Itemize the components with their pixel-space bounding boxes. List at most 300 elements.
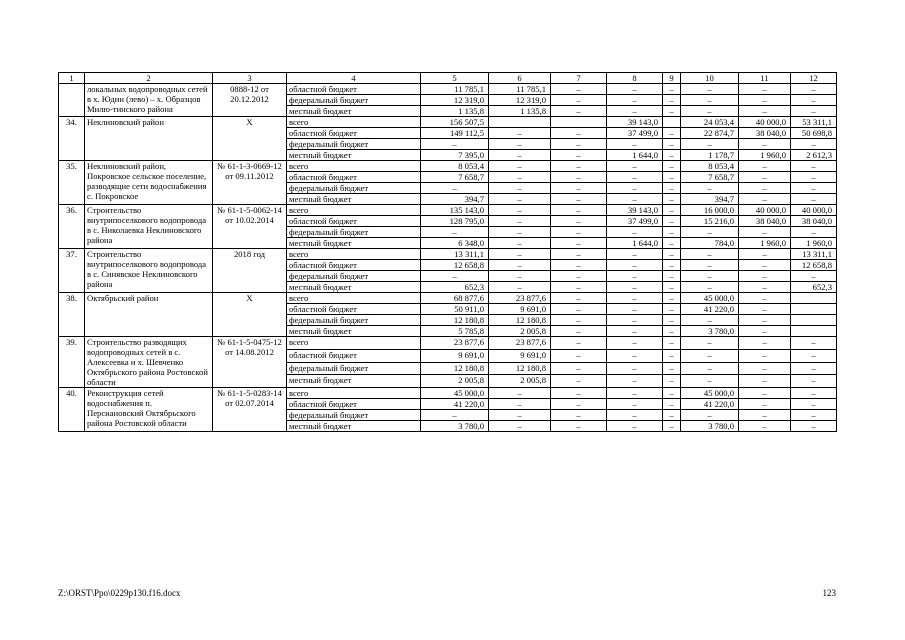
amount-cell: –	[663, 238, 681, 249]
amount-cell: 2 005,8	[489, 375, 551, 388]
amount-cell: –	[551, 84, 607, 95]
amount-cell: –	[739, 293, 791, 304]
amount-cell: –	[551, 95, 607, 106]
amount-cell: –	[739, 362, 791, 375]
amount-cell: 1 644,0	[607, 238, 663, 249]
amount-cell: –	[421, 271, 489, 282]
amount-cell: –	[739, 304, 791, 315]
amount-cell: 38 040,0	[791, 216, 837, 227]
header-cell: 7	[551, 73, 607, 84]
amount-cell: –	[739, 421, 791, 432]
amount-cell: –	[489, 249, 551, 260]
amount-cell: 1 178,7	[681, 150, 739, 161]
amount-cell: 40 000,0	[739, 117, 791, 128]
amount-cell: 9 691,0	[489, 349, 551, 362]
amount-cell: –	[421, 227, 489, 238]
amount-cell: –	[681, 410, 739, 421]
amount-cell: 53 311,1	[791, 117, 837, 128]
amount-cell: –	[663, 95, 681, 106]
amount-cell: 13 311,1	[791, 249, 837, 260]
amount-cell: –	[663, 205, 681, 216]
amount-cell: –	[663, 326, 681, 337]
amount-cell: –	[681, 260, 739, 271]
amount-cell: 45 000,0	[681, 293, 739, 304]
amount-cell: –	[739, 349, 791, 362]
amount-cell: –	[551, 238, 607, 249]
amount-cell: 37 499,0	[607, 128, 663, 139]
table-row	[59, 388, 837, 399]
amount-cell: 39 143,0	[607, 205, 663, 216]
amount-cell: –	[489, 194, 551, 205]
amount-cell: –	[791, 194, 837, 205]
header-cell: 10	[681, 73, 739, 84]
item-document: № 61-1-5-0475-12 от 14.08.2012	[213, 337, 287, 388]
amount-cell: –	[791, 421, 837, 432]
item-document: № 61-1-5-0283-14 от 02.07.2014	[213, 388, 287, 432]
amount-cell: 394,7	[681, 194, 739, 205]
amount-cell: 6 348,0	[421, 238, 489, 249]
amount-cell	[663, 117, 681, 128]
amount-cell: –	[551, 282, 607, 293]
amount-cell: –	[607, 410, 663, 421]
amount-cell: 23 877,6	[489, 337, 551, 350]
amount-cell: –	[551, 337, 607, 350]
budget-table	[58, 72, 837, 432]
item-name: Неклиновский район, Покровское сельское поселение, разводящие сети водоснабжения с. Покровское	[85, 161, 213, 205]
amount-cell: 41 220,0	[681, 399, 739, 410]
amount-cell	[791, 315, 837, 326]
amount-cell: –	[489, 205, 551, 216]
amount-cell: 652,3	[791, 282, 837, 293]
item-name: Строительство внутрипоселкового водопровода в с. Николаевка Неклиновского района	[85, 205, 213, 249]
header-cell: 1	[59, 73, 85, 84]
header-cell: 3	[213, 73, 287, 84]
amount-cell: –	[663, 304, 681, 315]
item-number: 37.	[59, 249, 85, 293]
amount-cell: –	[663, 349, 681, 362]
amount-cell: –	[551, 375, 607, 388]
funding-source: федеральный бюджет	[287, 139, 421, 150]
amount-cell: –	[739, 95, 791, 106]
funding-source: областной бюджет	[287, 84, 421, 95]
amount-cell: –	[663, 260, 681, 271]
amount-cell: –	[663, 227, 681, 238]
amount-cell: –	[489, 260, 551, 271]
amount-cell: –	[551, 271, 607, 282]
amount-cell: –	[489, 421, 551, 432]
amount-cell: –	[791, 349, 837, 362]
amount-cell: –	[489, 271, 551, 282]
amount-cell: –	[489, 227, 551, 238]
amount-cell: 7 658,7	[421, 172, 489, 183]
amount-cell: –	[739, 337, 791, 350]
amount-cell: –	[663, 249, 681, 260]
amount-cell: –	[681, 282, 739, 293]
amount-cell: –	[791, 183, 837, 194]
funding-source: всего	[287, 249, 421, 260]
amount-cell: –	[489, 128, 551, 139]
amount-cell: –	[551, 216, 607, 227]
item-number	[59, 84, 85, 117]
funding-source: областной бюджет	[287, 304, 421, 315]
table-row	[59, 293, 837, 304]
amount-cell: –	[791, 161, 837, 172]
amount-cell: –	[681, 249, 739, 260]
item-name: Строительство внутрипоселкового водопровода в с. Синявское Неклиновского района	[85, 249, 213, 293]
amount-cell: 39 143,0	[607, 117, 663, 128]
funding-source: федеральный бюджет	[287, 227, 421, 238]
amount-cell: 12 180,8	[421, 362, 489, 375]
amount-cell: 1 135,8	[421, 106, 489, 117]
amount-cell: 128 795,0	[421, 216, 489, 227]
amount-cell: –	[791, 271, 837, 282]
amount-cell: –	[739, 172, 791, 183]
funding-source: областной бюджет	[287, 399, 421, 410]
amount-cell: 12 319,0	[421, 95, 489, 106]
amount-cell: 45 000,0	[681, 388, 739, 399]
amount-cell: 3 780,0	[421, 421, 489, 432]
amount-cell: –	[551, 249, 607, 260]
amount-cell: 38 040,0	[739, 216, 791, 227]
amount-cell: 45 000,0	[421, 388, 489, 399]
amount-cell: 12 319,0	[489, 95, 551, 106]
amount-cell: 40 000,0	[791, 205, 837, 216]
amount-cell: –	[663, 139, 681, 150]
funding-source: всего	[287, 161, 421, 172]
amount-cell: 784,0	[681, 238, 739, 249]
amount-cell: –	[663, 421, 681, 432]
amount-cell: –	[551, 150, 607, 161]
amount-cell: –	[739, 260, 791, 271]
funding-source: федеральный бюджет	[287, 183, 421, 194]
amount-cell: –	[663, 282, 681, 293]
amount-cell: –	[489, 282, 551, 293]
amount-cell: –	[739, 249, 791, 260]
amount-cell: 7 658,7	[681, 172, 739, 183]
funding-source: областной бюджет	[287, 172, 421, 183]
item-name: Неклиновский район	[85, 117, 213, 161]
amount-cell: –	[607, 172, 663, 183]
amount-cell: –	[791, 95, 837, 106]
funding-source: местный бюджет	[287, 421, 421, 432]
amount-cell: –	[489, 139, 551, 150]
amount-cell: –	[489, 388, 551, 399]
funding-source: всего	[287, 205, 421, 216]
amount-cell	[791, 293, 837, 304]
item-number: 35.	[59, 161, 85, 205]
amount-cell: –	[607, 315, 663, 326]
amount-cell: –	[551, 388, 607, 399]
amount-cell: –	[663, 183, 681, 194]
amount-cell: –	[663, 410, 681, 421]
amount-cell: –	[681, 106, 739, 117]
amount-cell: –	[663, 172, 681, 183]
amount-cell: –	[663, 84, 681, 95]
item-number: 38.	[59, 293, 85, 337]
amount-cell: –	[607, 304, 663, 315]
amount-cell: –	[739, 399, 791, 410]
amount-cell: –	[489, 238, 551, 249]
amount-cell: 12 180,8	[421, 315, 489, 326]
header-cell: 2	[85, 73, 213, 84]
amount-cell: 2 612,3	[791, 150, 837, 161]
amount-cell: –	[663, 106, 681, 117]
amount-cell: –	[607, 282, 663, 293]
amount-cell: 12 180,8	[489, 315, 551, 326]
funding-source: федеральный бюджет	[287, 315, 421, 326]
amount-cell: –	[663, 362, 681, 375]
amount-cell: –	[607, 183, 663, 194]
amount-cell: –	[551, 399, 607, 410]
amount-cell: –	[551, 293, 607, 304]
amount-cell: –	[739, 271, 791, 282]
amount-cell: –	[739, 183, 791, 194]
funding-source: областной бюджет	[287, 128, 421, 139]
footer-file-path: Z:\ORST\Ppo\0229p130.f16.docx	[58, 588, 181, 598]
amount-cell: –	[663, 337, 681, 350]
amount-cell: 41 220,0	[681, 304, 739, 315]
amount-cell: –	[791, 388, 837, 399]
amount-cell: 7 395,0	[421, 150, 489, 161]
amount-cell: –	[739, 227, 791, 238]
amount-cell: 1 960,0	[739, 238, 791, 249]
amount-cell: 12 658,8	[791, 260, 837, 271]
item-number: 39.	[59, 337, 85, 388]
amount-cell: –	[551, 421, 607, 432]
amount-cell: 38 040,0	[739, 128, 791, 139]
amount-cell: –	[489, 216, 551, 227]
amount-cell: 11 785,1	[489, 84, 551, 95]
amount-cell: 8 053,4	[421, 161, 489, 172]
amount-cell: –	[791, 375, 837, 388]
amount-cell: 1 135,8	[489, 106, 551, 117]
funding-source: местный бюджет	[287, 375, 421, 388]
amount-cell: –	[551, 410, 607, 421]
amount-cell: –	[421, 139, 489, 150]
amount-cell: –	[551, 139, 607, 150]
amount-cell: 2 005,8	[489, 326, 551, 337]
item-document: Х	[213, 117, 287, 161]
amount-cell: –	[551, 315, 607, 326]
header-row	[59, 73, 837, 84]
amount-cell: –	[739, 84, 791, 95]
amount-cell: –	[681, 337, 739, 350]
amount-cell: –	[739, 161, 791, 172]
amount-cell: –	[791, 362, 837, 375]
amount-cell: –	[607, 326, 663, 337]
amount-cell: 40 000,0	[739, 205, 791, 216]
funding-source: всего	[287, 388, 421, 399]
amount-cell: –	[607, 388, 663, 399]
amount-cell: –	[489, 161, 551, 172]
amount-cell: –	[551, 106, 607, 117]
amount-cell: –	[663, 194, 681, 205]
funding-source: всего	[287, 117, 421, 128]
table-row	[59, 337, 837, 350]
amount-cell: 156 507,5	[421, 117, 489, 128]
table-row	[59, 84, 837, 95]
table-row	[59, 117, 837, 128]
amount-cell: –	[791, 410, 837, 421]
amount-cell: –	[607, 161, 663, 172]
amount-cell: –	[489, 150, 551, 161]
amount-cell: 13 311,1	[421, 249, 489, 260]
amount-cell: –	[791, 84, 837, 95]
header-cell: 5	[421, 73, 489, 84]
amount-cell: –	[421, 410, 489, 421]
funding-source: местный бюджет	[287, 282, 421, 293]
amount-cell: 3 780,0	[681, 421, 739, 432]
funding-source: местный бюджет	[287, 106, 421, 117]
item-document: 0888-12 от 20.12.2012	[213, 84, 287, 117]
amount-cell: –	[489, 410, 551, 421]
amount-cell: –	[681, 362, 739, 375]
amount-cell: –	[681, 375, 739, 388]
amount-cell: 1 960,0	[791, 238, 837, 249]
amount-cell: 41 220,0	[421, 399, 489, 410]
amount-cell: 16 000,0	[681, 205, 739, 216]
amount-cell: 50 911,0	[421, 304, 489, 315]
amount-cell: 23 877,6	[489, 293, 551, 304]
amount-cell: 135 143,0	[421, 205, 489, 216]
amount-cell: –	[607, 271, 663, 282]
amount-cell: –	[663, 216, 681, 227]
amount-cell: 9 691,0	[489, 304, 551, 315]
item-number: 36.	[59, 205, 85, 249]
funding-source: областной бюджет	[287, 260, 421, 271]
amount-cell: –	[739, 282, 791, 293]
amount-cell: –	[607, 139, 663, 150]
item-document: 2018 год	[213, 249, 287, 293]
amount-cell: –	[551, 183, 607, 194]
amount-cell: 24 053,4	[681, 117, 739, 128]
amount-cell: 12 658,8	[421, 260, 489, 271]
funding-source: местный бюджет	[287, 326, 421, 337]
item-name: Октябрьский район	[85, 293, 213, 337]
amount-cell: –	[681, 95, 739, 106]
item-document: № 61-1-5-0062-14 от 10.02.2014	[213, 205, 287, 249]
amount-cell: –	[739, 388, 791, 399]
funding-source: всего	[287, 337, 421, 350]
amount-cell: –	[791, 139, 837, 150]
amount-cell: –	[607, 421, 663, 432]
amount-cell: –	[551, 205, 607, 216]
header-cell: 12	[791, 73, 837, 84]
funding-source: федеральный бюджет	[287, 95, 421, 106]
item-name: Строительство разводящих водопроводных сетей в с. Алексеевка и х. Шевченко Октябрьского района Ростовской области	[85, 337, 213, 388]
amount-cell: –	[663, 388, 681, 399]
amount-cell: –	[681, 227, 739, 238]
amount-cell: –	[607, 106, 663, 117]
funding-source: местный бюджет	[287, 150, 421, 161]
amount-cell: 50 698,8	[791, 128, 837, 139]
amount-cell: –	[607, 349, 663, 362]
amount-cell: –	[607, 84, 663, 95]
amount-cell: –	[551, 227, 607, 238]
item-document: № 61-1-3-0669-12 от 09.11.2012	[213, 161, 287, 205]
amount-cell: –	[791, 106, 837, 117]
amount-cell: –	[607, 227, 663, 238]
amount-cell: –	[739, 410, 791, 421]
amount-cell: –	[607, 194, 663, 205]
amount-cell: –	[551, 362, 607, 375]
amount-cell: –	[739, 194, 791, 205]
footer-page-number: 123	[822, 588, 836, 598]
amount-cell	[551, 117, 607, 128]
amount-cell: –	[551, 326, 607, 337]
amount-cell: –	[681, 183, 739, 194]
amount-cell: –	[607, 362, 663, 375]
amount-cell: –	[739, 326, 791, 337]
item-name: Реконструкция сетей водоснабжения п. Персиановский Октябрьского района Ростовской области	[85, 388, 213, 432]
amount-cell: –	[791, 227, 837, 238]
amount-cell: –	[551, 194, 607, 205]
amount-cell: –	[663, 161, 681, 172]
table-row	[59, 205, 837, 216]
amount-cell: 9 691,0	[421, 349, 489, 362]
amount-cell	[791, 304, 837, 315]
amount-cell: 37 499,0	[607, 216, 663, 227]
amount-cell: –	[551, 304, 607, 315]
funding-source: местный бюджет	[287, 238, 421, 249]
amount-cell: –	[663, 271, 681, 282]
funding-source: всего	[287, 293, 421, 304]
funding-source: местный бюджет	[287, 194, 421, 205]
amount-cell: –	[791, 399, 837, 410]
amount-cell: –	[551, 172, 607, 183]
amount-cell: –	[681, 315, 739, 326]
amount-cell: –	[663, 128, 681, 139]
funding-source: федеральный бюджет	[287, 410, 421, 421]
amount-cell: –	[489, 399, 551, 410]
funding-source: областной бюджет	[287, 349, 421, 362]
amount-cell: –	[607, 337, 663, 350]
item-number: 40.	[59, 388, 85, 432]
funding-source: федеральный бюджет	[287, 362, 421, 375]
amount-cell: –	[739, 375, 791, 388]
amount-cell: –	[663, 375, 681, 388]
header-cell: 4	[287, 73, 421, 84]
amount-cell: –	[681, 349, 739, 362]
amount-cell: –	[663, 399, 681, 410]
amount-cell: 1 960,0	[739, 150, 791, 161]
header-cell: 9	[663, 73, 681, 84]
amount-cell: 1 644,0	[607, 150, 663, 161]
amount-cell: –	[739, 139, 791, 150]
amount-cell: –	[607, 293, 663, 304]
header-cell: 8	[607, 73, 663, 84]
amount-cell: –	[489, 172, 551, 183]
amount-cell: 149 112,5	[421, 128, 489, 139]
amount-cell: –	[551, 349, 607, 362]
amount-cell: –	[551, 128, 607, 139]
amount-cell: –	[739, 106, 791, 117]
item-document: Х	[213, 293, 287, 337]
amount-cell: 68 877,6	[421, 293, 489, 304]
table-row	[59, 161, 837, 172]
amount-cell: –	[681, 139, 739, 150]
amount-cell: –	[663, 150, 681, 161]
item-name: локальных водопроводных сетей в х. Юдин (лево) – х. Образцов Милю-тинского района	[85, 84, 213, 117]
amount-cell: –	[607, 260, 663, 271]
amount-cell: 3 780,0	[681, 326, 739, 337]
amount-cell: –	[607, 399, 663, 410]
amount-cell: –	[421, 183, 489, 194]
amount-cell: 394,7	[421, 194, 489, 205]
header-cell: 11	[739, 73, 791, 84]
amount-cell: –	[681, 84, 739, 95]
amount-cell: 8 053,4	[681, 161, 739, 172]
